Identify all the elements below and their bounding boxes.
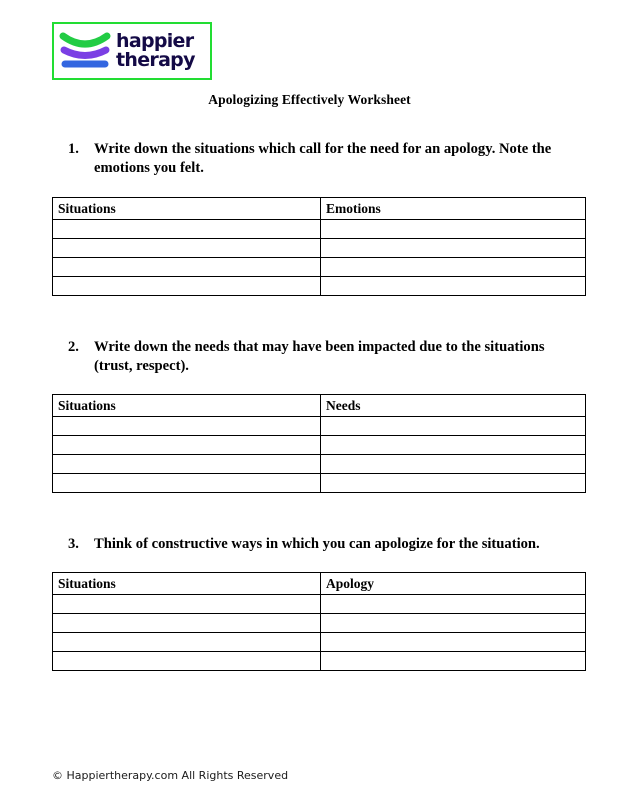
- table-row: [53, 257, 586, 276]
- table-3-header-situations: Situations: [53, 573, 321, 595]
- logo-wordmark-line2: therapy: [116, 49, 195, 71]
- table-2-cell-need-3[interactable]: [321, 455, 586, 474]
- table-3-cell-apology-3[interactable]: [321, 633, 586, 652]
- spacer: [0, 554, 619, 572]
- table-3-cell-situation-1[interactable]: [53, 595, 321, 614]
- table-2-cell-situation-4[interactable]: [53, 474, 321, 493]
- table-1-cell-situation-2[interactable]: [53, 238, 321, 257]
- table-3: [52, 572, 586, 671]
- spacer: [0, 296, 619, 338]
- copyright-footer: © Happiertherapy.com All Rights Reserved: [52, 769, 289, 782]
- question-2: [0, 338, 619, 377]
- worksheet-body: [0, 140, 619, 671]
- table-row: [53, 219, 586, 238]
- question-1: [0, 140, 619, 179]
- table-3-cell-situation-2[interactable]: [53, 614, 321, 633]
- table-2-header-needs: Needs: [321, 395, 586, 417]
- table-2-header-situations: Situations: [53, 395, 321, 417]
- table-2-cell-need-1[interactable]: [321, 417, 586, 436]
- table-1-cell-emotion-2[interactable]: [321, 238, 586, 257]
- table-3-cell-apology-1[interactable]: [321, 595, 586, 614]
- table-row: [53, 595, 586, 614]
- page-title: Apologizing Effectively Worksheet: [208, 92, 411, 107]
- table-row: [53, 474, 586, 493]
- table-1-cell-emotion-4[interactable]: [321, 276, 586, 295]
- table-row: [53, 633, 586, 652]
- table-2-cell-need-4[interactable]: [321, 474, 586, 493]
- question-3-text: Think of constructive ways in which you can apologize for the situation.: [94, 536, 540, 552]
- question-1-text: Write down the situations which call for the need for an apology. Note the emotions you felt.: [94, 141, 552, 177]
- section-1: [0, 140, 619, 296]
- table-2-cell-situation-2[interactable]: [53, 436, 321, 455]
- table-1-cell-situation-4[interactable]: [53, 276, 321, 295]
- table-3-header-apology: Apology: [321, 573, 586, 595]
- table-1-header-emotions: Emotions: [321, 197, 586, 219]
- spacer: [0, 179, 619, 197]
- table-2-cell-need-2[interactable]: [321, 436, 586, 455]
- table-row: [53, 276, 586, 295]
- table-1-cell-situation-1[interactable]: [53, 219, 321, 238]
- spacer: [0, 376, 619, 394]
- table-row: [53, 652, 586, 671]
- table-3-cell-situation-3[interactable]: [53, 633, 321, 652]
- happier-therapy-logo: [52, 22, 212, 80]
- question-1-number: 1.: [68, 141, 79, 157]
- table-1-cell-emotion-1[interactable]: [321, 219, 586, 238]
- table-1-header-situations: Situations: [53, 197, 321, 219]
- table-2: [52, 394, 586, 493]
- question-2-text: Write down the needs that may have been impacted due to the situations (trust, respect).: [94, 338, 545, 374]
- section-3: [0, 535, 619, 671]
- table-2-cell-situation-3[interactable]: [53, 455, 321, 474]
- table-3-cell-situation-4[interactable]: [53, 652, 321, 671]
- table-row: [53, 238, 586, 257]
- section-2: [0, 338, 619, 494]
- table-row-header: [53, 573, 586, 595]
- table-3-cell-apology-4[interactable]: [321, 652, 586, 671]
- spacer: [0, 493, 619, 535]
- table-1: [52, 197, 586, 296]
- table-2-cell-situation-1[interactable]: [53, 417, 321, 436]
- question-3-number: 3.: [68, 536, 79, 552]
- table-row: [53, 614, 586, 633]
- table-1-cell-situation-3[interactable]: [53, 257, 321, 276]
- question-2-number: 2.: [68, 338, 79, 355]
- logo-wordmark: [116, 32, 195, 69]
- logo-waves-icon: [59, 30, 111, 72]
- table-row: [53, 417, 586, 436]
- question-3: [0, 535, 619, 554]
- table-3-cell-apology-2[interactable]: [321, 614, 586, 633]
- table-row-header: [53, 395, 586, 417]
- table-row-header: [53, 197, 586, 219]
- table-row: [53, 436, 586, 455]
- table-row: [53, 455, 586, 474]
- logo-wordmark-line1: happier: [116, 30, 194, 53]
- table-1-cell-emotion-3[interactable]: [321, 257, 586, 276]
